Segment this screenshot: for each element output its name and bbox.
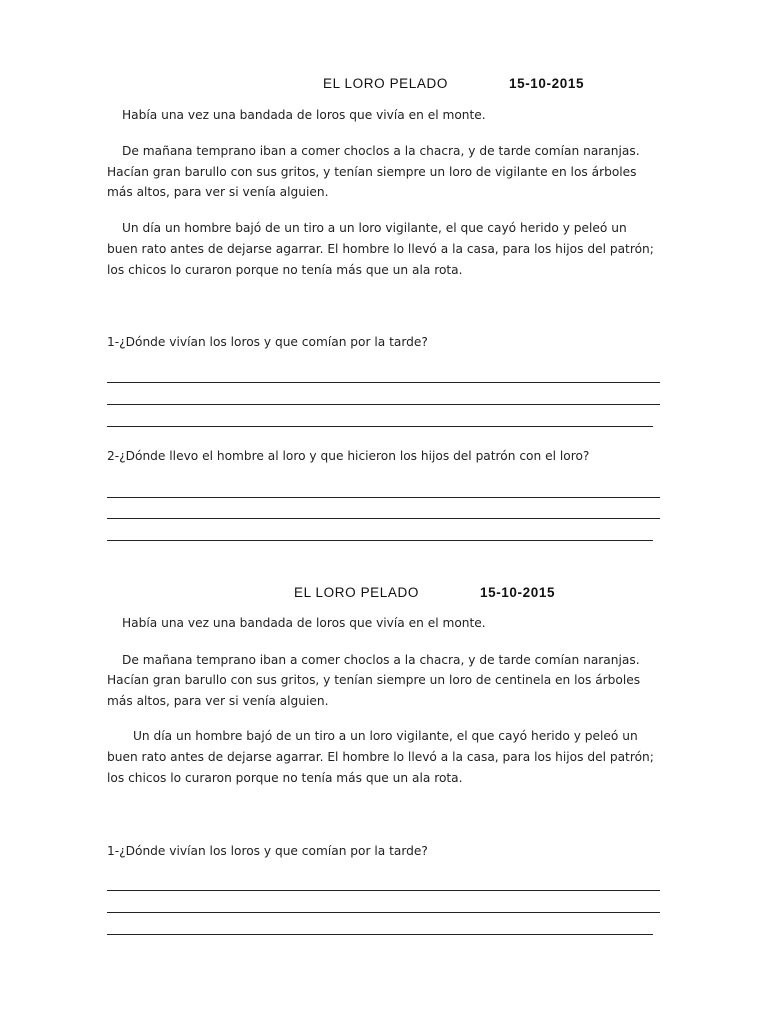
- paragraph-intro: Había una vez una bandada de loros que vivía en el monte.: [122, 616, 486, 630]
- answer-line[interactable]: [107, 912, 660, 913]
- answer-line[interactable]: [107, 518, 660, 519]
- page-title: EL LORO PELADO: [294, 585, 419, 600]
- question-1: 1-¿Dónde vivían los loros y que comían por la tarde?: [107, 844, 428, 858]
- answer-line[interactable]: [107, 404, 660, 405]
- paragraph-2-line-3: más altos, para ver si venía alguien.: [107, 185, 329, 199]
- question-2: 2-¿Dónde llevo el hombre al loro y que hicieron los hijos del patrón con el loro?: [107, 449, 590, 463]
- paragraph-3-line-3: los chicos lo curaron porque no tenía más que un ala rota.: [107, 771, 463, 785]
- paragraph-intro: Había una vez una bandada de loros que vivía en el monte.: [122, 108, 486, 122]
- paragraph-2-line-2: Hacían gran barullo con sus gritos, y tenían siempre un loro de centinela en los árboles: [107, 673, 641, 687]
- paragraph-3-line-2: buen rato antes de dejarse agarrar. El hombre lo llevó a la casa, para los hijos del patrón;: [107, 750, 654, 764]
- paragraph-2-line-1: De mañana temprano iban a comer choclos a la chacra, y de tarde comían naranjas.: [122, 144, 640, 158]
- paragraph-3-line-2: buen rato antes de dejarse agarrar. El hombre lo llevó a la casa, para los hijos del patrón;: [107, 242, 654, 256]
- answer-line[interactable]: [107, 426, 653, 427]
- answer-line[interactable]: [107, 934, 653, 935]
- question-1: 1-¿Dónde vivían los loros y que comían por la tarde?: [107, 335, 428, 349]
- answer-line[interactable]: [107, 382, 660, 383]
- paragraph-3-line-1: Un día un hombre bajó de un tiro a un loro vigilante, el que cayó herido y peleó un: [122, 221, 627, 235]
- paragraph-2-line-2: Hacían gran barullo con sus gritos, y tenían siempre un loro de vigilante en los árboles: [107, 165, 637, 179]
- answer-line[interactable]: [107, 540, 653, 541]
- date-label: 15-10-2015: [480, 585, 556, 600]
- page-title: EL LORO PELADO: [323, 76, 448, 91]
- paragraph-3-line-3: los chicos lo curaron porque no tenía más que un ala rota.: [107, 263, 463, 277]
- paragraph-3-line-1: Un día un hombre bajó de un tiro a un loro vigilante, el que cayó herido y peleó un: [133, 729, 638, 743]
- paragraph-2-line-3: más altos, para ver si venía alguien.: [107, 694, 329, 708]
- answer-line[interactable]: [107, 890, 660, 891]
- answer-line[interactable]: [107, 497, 660, 498]
- paragraph-2-line-1: De mañana temprano iban a comer choclos a la chacra, y de tarde comían naranjas.: [122, 653, 640, 667]
- date-label: 15-10-2015: [509, 76, 585, 91]
